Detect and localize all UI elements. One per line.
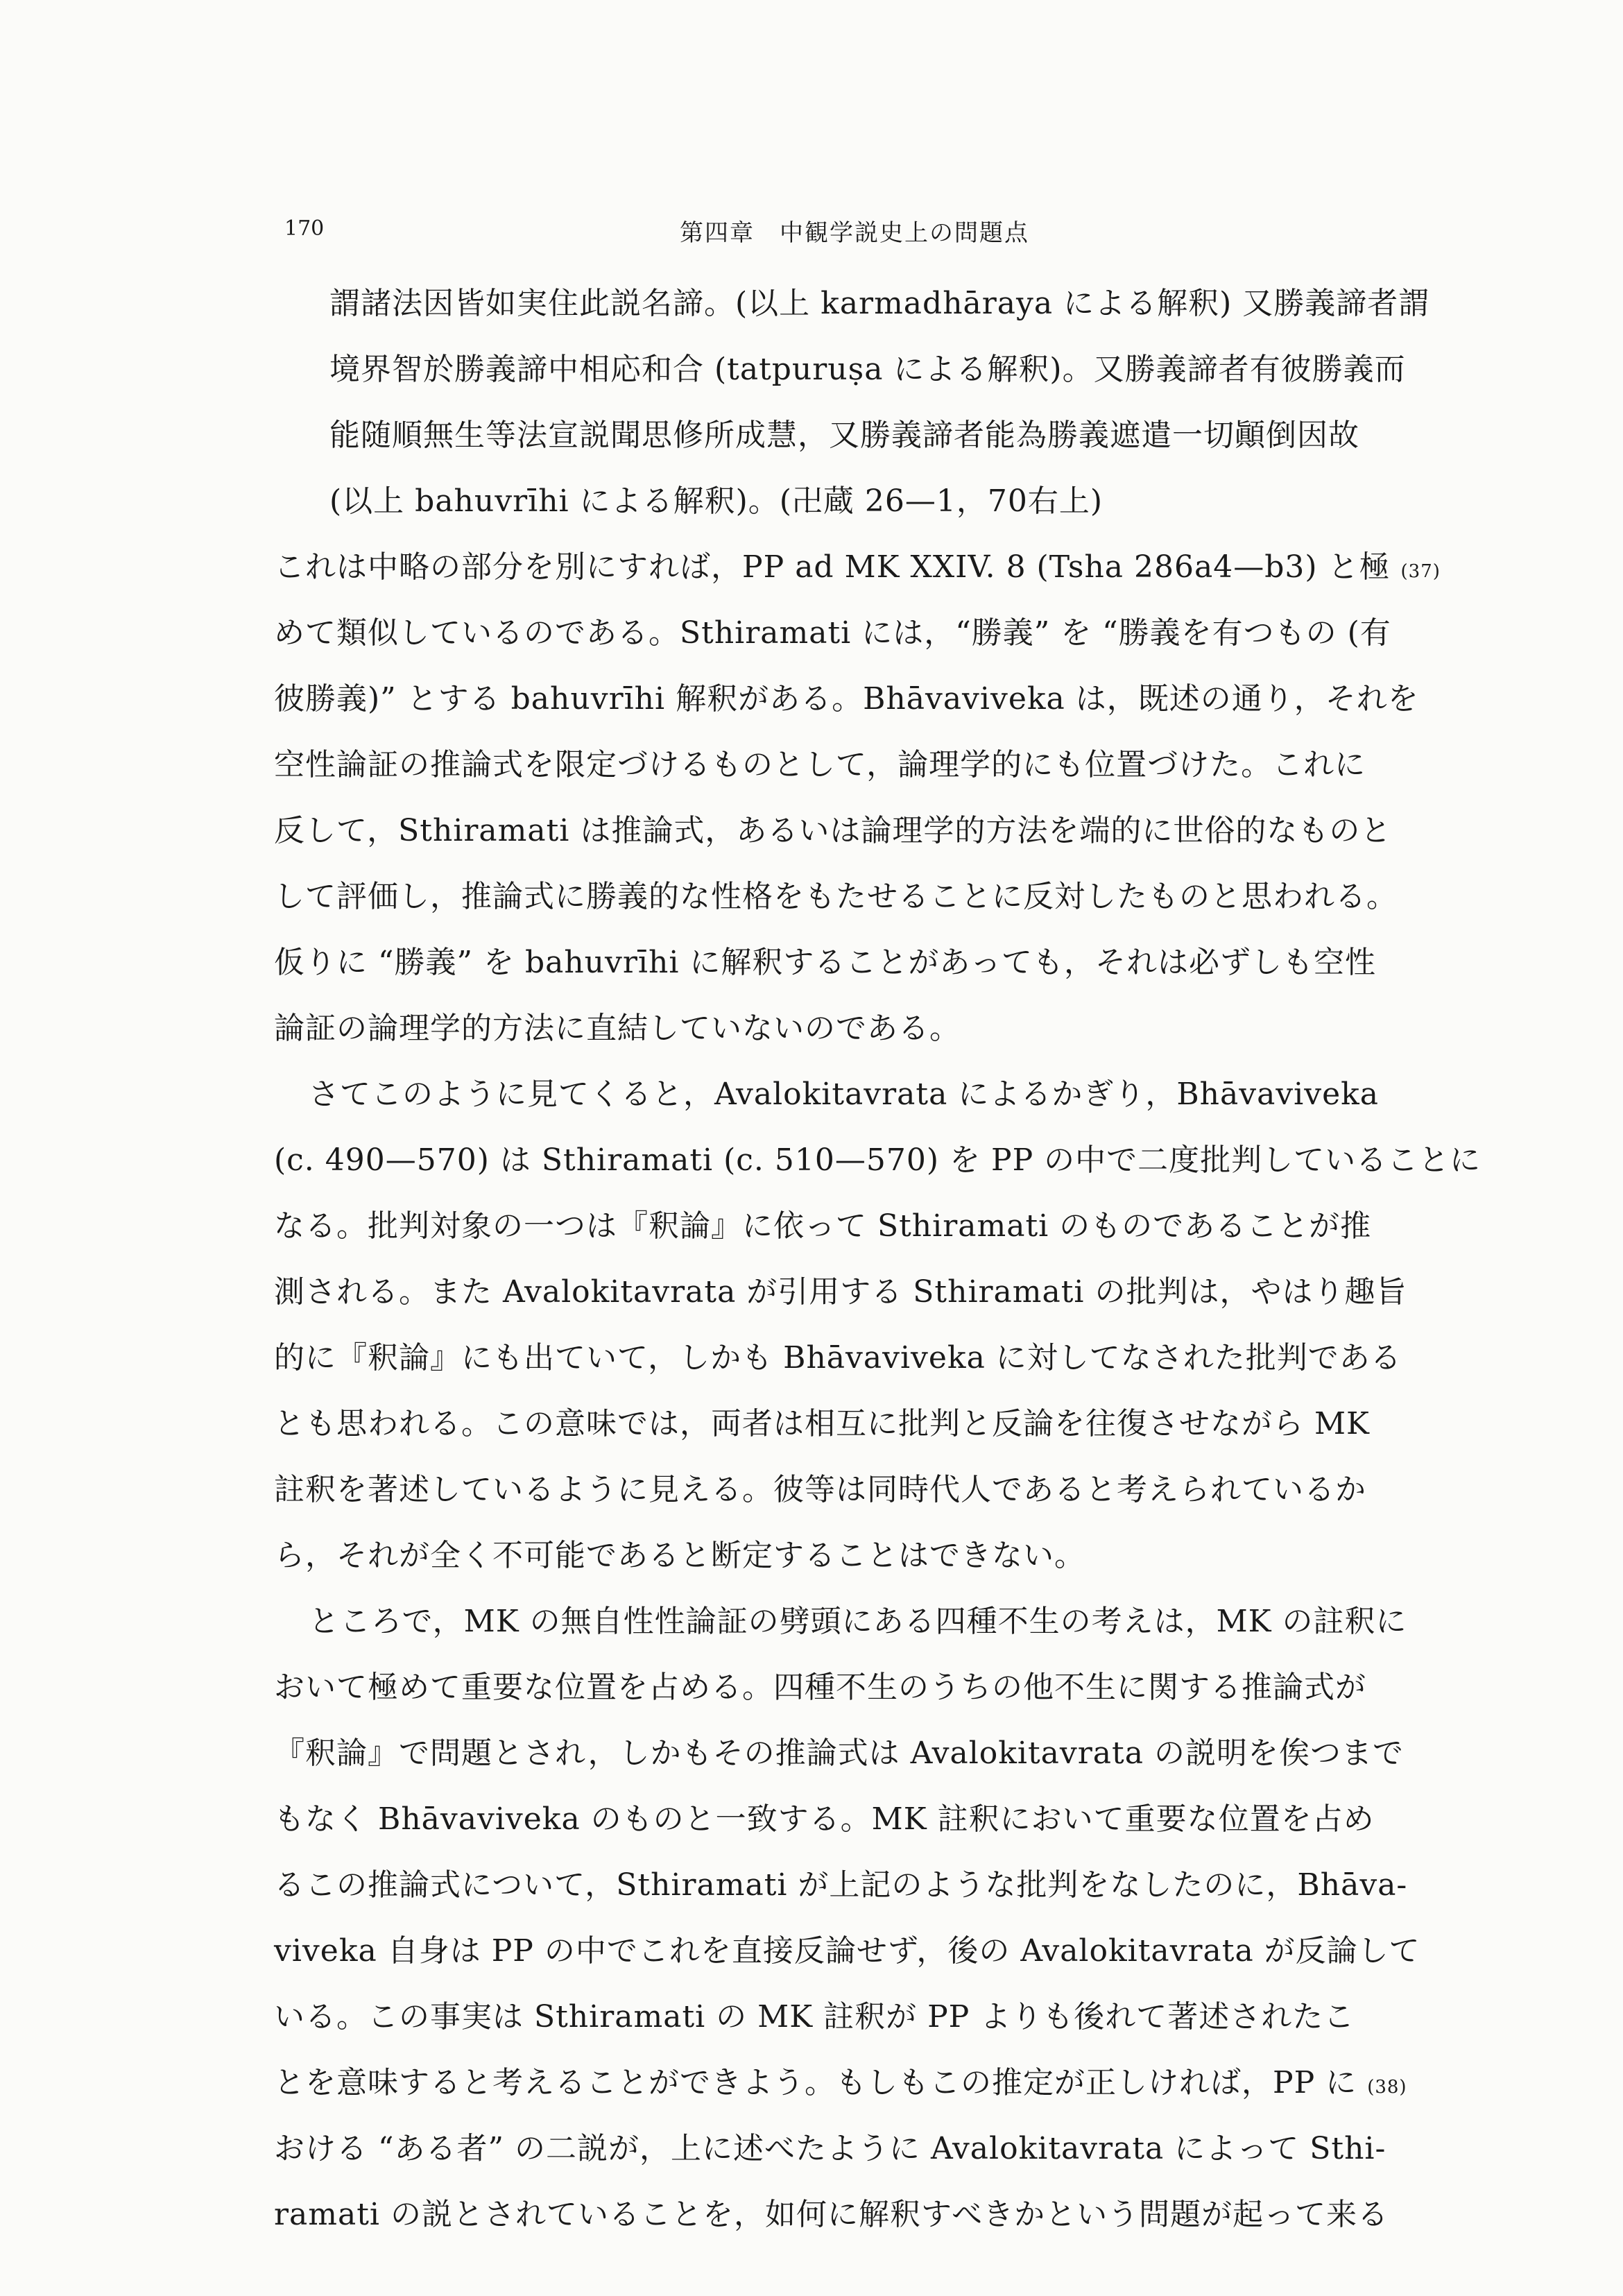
text-line: [274, 534, 1481, 600]
text-line: ところで，MK の無自性性論証の劈頭にある四種不生の考えは，MK の註釈に: [309, 1604, 1407, 1639]
text-line: 彼勝義)” とする bahuvrīhi 解釈がある。Bhāvaviveka は，既述の通り，それを: [274, 681, 1419, 717]
text-line: (c. 490—570) は Sthiramati (c. 510—570) を PP の中で二度批判していることに: [274, 1142, 1482, 1178]
body-text: [274, 271, 1481, 2247]
page-number: 170: [284, 216, 325, 241]
text-line: 的に『釈論』にも出ていて，しかも Bhāvaviveka に対してなされた批判である: [274, 1340, 1402, 1376]
text-line: 反して，Sthiramati は推論式，あるいは論理学的方法を端的に世俗的なものと: [274, 813, 1392, 848]
text-line: とも思われる。この意味では，両者は相互に批判と反論を往復させながら MK: [274, 1406, 1370, 1441]
text-line: 測される。また Avalokitavrata が引用する Sthiramati の批判は，やはり趣旨: [274, 1274, 1407, 1310]
text-line: おける “ある者” の二説が，上に述べたように Avalokitavrata によって Sthi-: [274, 2131, 1386, 2166]
paragraph-1: [274, 534, 1481, 1061]
text-line: ら，それが全く不可能であると断定することはできない。: [274, 1538, 1085, 1573]
quote-line: 謂諸法因皆如実住此説名諦。(以上 karmadhāraya による解釈) 又勝義諦者謂: [329, 286, 1430, 321]
page-header: [284, 208, 1436, 250]
text-line: るこの推論式について，Sthiramati が上記のような批判をなしたのに，Bhāva-: [274, 1867, 1408, 1903]
line-text: とを意味すると考えることができよう。もしもこの推定が正しければ，PP に: [274, 2065, 1357, 2100]
text-line: 空性論証の推論式を限定づけるものとして，論理学的にも位置づけた。これに: [274, 747, 1366, 782]
text-line: なる。批判対象の一つは『釈論』に依って Sthiramati のものであることが推: [274, 1208, 1372, 1244]
text-line: おいて極めて重要な位置を占める。四種不生のうちの他不生に関する推論式が: [274, 1670, 1366, 1705]
text-line: [274, 2050, 1481, 2116]
text-line: もなく Bhāvaviveka のものと一致する。MK 註釈において重要な位置を占め: [274, 1801, 1375, 1837]
text-line: viveka 自身は PP の中でこれを直接反論せず，後の Avalokitavrata が反論して: [274, 1933, 1420, 1969]
quote-line: 能随順無生等法宣説聞思修所成慧，又勝義諦者能為勝義遮遣一切顚倒因故: [329, 418, 1359, 453]
quote-line: (以上 bahuvrīhi による解釈)。(卍蔵 26—1，70右上): [329, 483, 1104, 519]
line-text: これは中略の部分を別にすれば，PP ad MK XXIV. 8 (Tsha 286a4—b3) と極: [274, 549, 1391, 585]
running-head: 第四章 中観学説史上の問題点: [680, 219, 1029, 247]
text-line: ramati の説とされていることを，如何に解釈すべきかという問題が起って来る: [274, 2197, 1389, 2232]
text-line: いる。この事実は Sthiramati の MK 註釈が PP よりも後れて著述されたこ: [274, 1999, 1355, 2034]
text-line: して評価し，推論式に勝義的な性格をもたせることに反対したものと思われる。: [274, 879, 1398, 914]
text-line: 仮りに “勝義” を bahuvrīhi に解釈することがあっても，それは必ずしも空性: [274, 945, 1376, 980]
text-line: 論証の論理学的方法に直結していないのである。: [274, 1011, 961, 1046]
footnote-ref: (38): [1367, 2077, 1407, 2098]
text-line: 註釈を著述しているように見える。彼等は同時代人であると考えられているか: [274, 1472, 1366, 1507]
paragraph-3: [274, 1588, 1481, 2247]
paragraph-2: [274, 1061, 1481, 1588]
text-line: 『釈論』で問題とされ，しかもその推論式は Avalokitavrata の説明を俟つまで: [274, 1736, 1404, 1771]
footnote-ref: (37): [1400, 561, 1441, 582]
quote-line: 境界智於勝義諦中相応和合 (tatpuruṣa による解釈)。又勝義諦者有彼勝義而: [329, 352, 1406, 387]
block-quote: [274, 271, 1481, 534]
text-line: さてこのように見てくると，Avalokitavrata によるかぎり，Bhāvaviveka: [309, 1077, 1380, 1112]
text-line: めて類似しているのである。Sthiramati には，“勝義” を “勝義を有つもの (有: [274, 615, 1391, 651]
